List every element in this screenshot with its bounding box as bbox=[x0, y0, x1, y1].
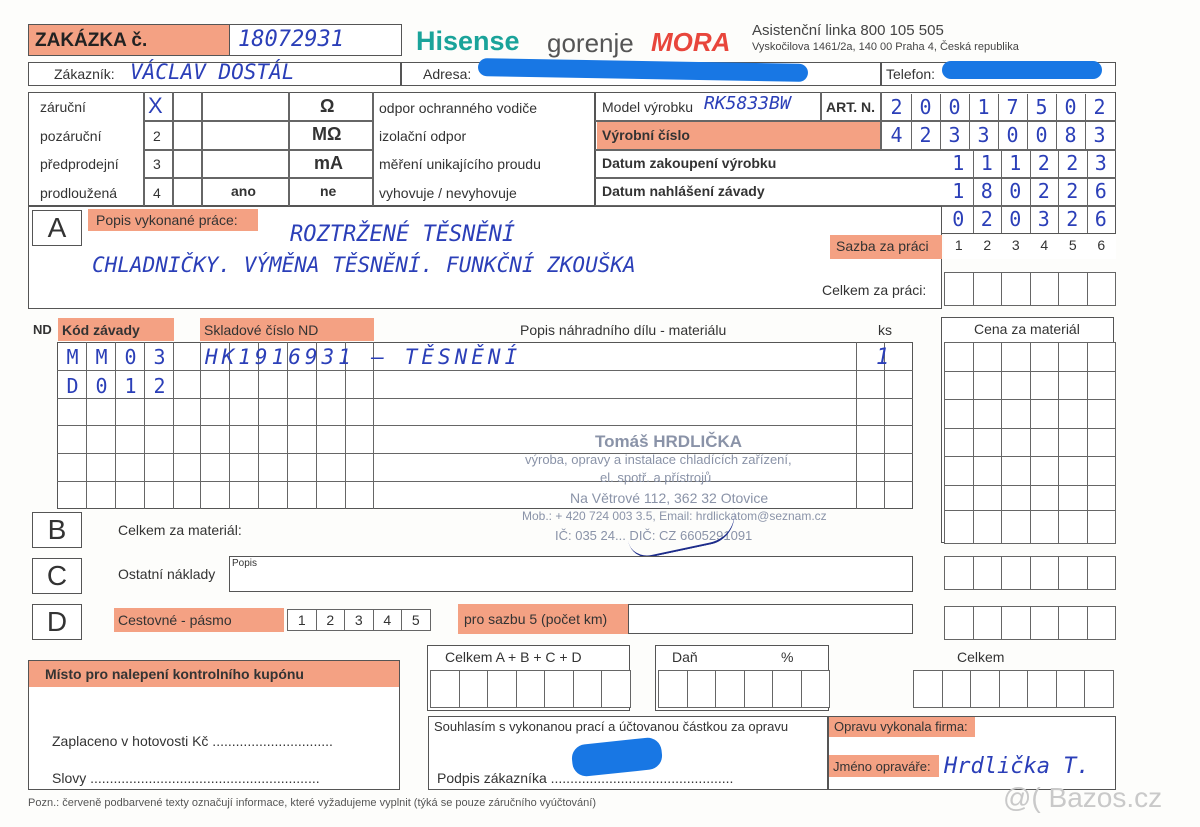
type-label: předprodejní bbox=[40, 156, 119, 172]
type-label: záruční bbox=[40, 99, 86, 115]
tax-cell bbox=[715, 670, 745, 708]
stamp-line-3: Na Větrové 112, 362 32 Otovice bbox=[570, 490, 769, 506]
type-label: pozáruční bbox=[40, 127, 102, 144]
measure-label-3: měření unikajícího proudu bbox=[379, 156, 541, 172]
grid-row bbox=[57, 425, 913, 426]
price-cell bbox=[1001, 456, 1031, 486]
digit: 5 bbox=[1035, 95, 1048, 119]
rate-cell: 4 bbox=[1030, 235, 1060, 259]
fault-code-label: Kód závady bbox=[62, 322, 140, 338]
digit: 8 bbox=[1064, 123, 1077, 147]
price-cell bbox=[944, 342, 974, 372]
report-label: Datum nahlášení závady bbox=[602, 183, 765, 199]
grid-row bbox=[57, 398, 913, 399]
abcd-cell bbox=[487, 670, 517, 708]
digit: 2 bbox=[1037, 179, 1050, 203]
price-cell bbox=[973, 371, 1003, 401]
type-code: 3 bbox=[153, 156, 161, 172]
material-total-cell bbox=[944, 510, 974, 544]
price-label: Cena za materiál bbox=[974, 321, 1080, 337]
rate-cell: 6 bbox=[1087, 235, 1117, 259]
abcd-cell bbox=[601, 670, 631, 708]
rate-label: Sazba za práci bbox=[836, 238, 929, 254]
other-total-cell bbox=[1087, 556, 1117, 590]
digit: 0 bbox=[1009, 179, 1022, 203]
rate-cell: 1 bbox=[944, 235, 974, 259]
work-total-cell bbox=[944, 272, 974, 306]
digit: 2 bbox=[1066, 207, 1079, 231]
tax-percent: % bbox=[781, 649, 794, 665]
customer-signature-label: Podpis zákazníka ............................................... bbox=[437, 770, 734, 786]
digit: 1 bbox=[952, 151, 965, 175]
stock-number: HK1916931 — TĚSNĚNÍ bbox=[205, 345, 522, 369]
bazos-watermark: @( Bazos.cz bbox=[1003, 782, 1163, 813]
price-cell bbox=[1058, 342, 1088, 372]
rate-cell: 2 bbox=[973, 235, 1003, 259]
other-total-cell bbox=[1001, 556, 1031, 590]
tax-cell bbox=[744, 670, 774, 708]
price-cell bbox=[1058, 399, 1088, 429]
model-value: RK5833BW bbox=[704, 93, 791, 114]
order-number: 18072931 bbox=[238, 27, 344, 52]
fault-digit: M bbox=[66, 345, 79, 369]
price-cell bbox=[1030, 428, 1060, 458]
other-total-cell bbox=[1030, 556, 1060, 590]
stamp-line-1: výroba, opravy a instalace chladících zařízení, bbox=[525, 452, 792, 467]
price-cell bbox=[1001, 428, 1031, 458]
price-cell bbox=[944, 371, 974, 401]
price-cell bbox=[1030, 399, 1060, 429]
model-label: Model výrobku bbox=[602, 99, 694, 115]
digit: 0 bbox=[952, 207, 965, 231]
digit: 0 bbox=[948, 95, 961, 119]
abcd-cell bbox=[544, 670, 574, 708]
digit: 2 bbox=[919, 123, 932, 147]
rate-cell: 3 bbox=[1001, 235, 1031, 259]
repairer-label: Jméno opraváře: bbox=[833, 759, 931, 774]
no-label: ne bbox=[320, 183, 337, 199]
qty-label: ks bbox=[878, 322, 892, 338]
consent-label: Souhlasím s vykonanou prací a účtovanou částkou za opravu bbox=[434, 719, 789, 734]
grand-total-label: Celkem bbox=[957, 649, 1005, 665]
zone-cell: 3 bbox=[344, 609, 374, 631]
digit: 6 bbox=[1094, 179, 1107, 203]
work-desc-label: Popis vykonané práce: bbox=[96, 212, 238, 228]
price-cell bbox=[1087, 371, 1117, 401]
digit: 3 bbox=[1093, 123, 1106, 147]
customer-divider-1 bbox=[400, 62, 402, 86]
digit: 1 bbox=[980, 151, 993, 175]
measure-label-1: odpor ochranného vodiče bbox=[379, 100, 538, 116]
abcd-cell bbox=[573, 670, 603, 708]
tax-cell bbox=[801, 670, 831, 708]
measure-label-4: vyhovuje / nevyhovuje bbox=[379, 185, 517, 201]
order-title-box bbox=[28, 24, 230, 56]
grand-cell bbox=[1056, 670, 1086, 708]
price-cell bbox=[973, 428, 1003, 458]
fault-digit: 0 bbox=[95, 374, 108, 398]
customer-divider-2 bbox=[880, 62, 882, 86]
grid-row bbox=[57, 481, 913, 482]
company-address: Vyskočilova 1461/2a, 140 00 Praha 4, Česká republika bbox=[752, 41, 1019, 53]
address-label: Adresa: bbox=[423, 66, 472, 82]
km-label: pro sazbu 5 (počet km) bbox=[464, 611, 608, 627]
digit: 8 bbox=[980, 179, 993, 203]
grand-cell bbox=[1027, 670, 1057, 708]
brand-mora: MORA bbox=[651, 27, 731, 57]
coupon-label: Místo pro nalepení kontrolního kupónu bbox=[45, 666, 304, 682]
digit: 1 bbox=[952, 179, 965, 203]
firm-label: Opravu vykonala firma: bbox=[834, 719, 968, 734]
brand-gorenje: gorenje bbox=[547, 28, 634, 58]
digit: 1 bbox=[977, 95, 990, 119]
stamp-name: Tomáš HRDLIČKA bbox=[595, 432, 743, 451]
work-desc-line-1: ROZTRŽENÉ TĚSNĚNÍ bbox=[290, 222, 516, 247]
serial-label: Výrobní číslo bbox=[602, 127, 690, 143]
other-costs-label: Ostatní náklady bbox=[118, 566, 216, 582]
section-a-letter: A bbox=[32, 210, 82, 246]
digit: 2 bbox=[1093, 95, 1106, 119]
price-cell bbox=[944, 399, 974, 429]
zone-cell: 1 bbox=[287, 609, 317, 631]
digit: 0 bbox=[1035, 123, 1048, 147]
digit: 0 bbox=[1009, 207, 1022, 231]
fault-digit: 1 bbox=[124, 374, 137, 398]
grid-row bbox=[57, 370, 913, 371]
digit: 2 bbox=[1066, 179, 1079, 203]
section-b-letter: B bbox=[32, 512, 82, 548]
unit-milliamp: mA bbox=[314, 153, 344, 173]
price-cell bbox=[1087, 342, 1117, 372]
digit: 2 bbox=[890, 95, 903, 119]
brand-hisense: Hisense bbox=[416, 26, 520, 56]
purchase-label: Datum zakoupení výrobku bbox=[602, 155, 777, 171]
digit: 3 bbox=[948, 123, 961, 147]
digit: 3 bbox=[1037, 207, 1050, 231]
travel-total-cell bbox=[973, 606, 1003, 640]
rate-cell: 5 bbox=[1058, 235, 1088, 259]
price-cell bbox=[973, 342, 1003, 372]
footer-note: Pozn.: červeně podbarvené texty označují informace, které vyžadujeme vyplnit (týká se pouze záručního vyúčtování) bbox=[28, 797, 597, 809]
zone-cell: 5 bbox=[401, 609, 431, 631]
digit: 7 bbox=[1006, 95, 1019, 119]
digit: 3 bbox=[977, 123, 990, 147]
art-label: ART. N. bbox=[826, 99, 875, 115]
order-number-box bbox=[229, 24, 402, 56]
stamp-line-2: el. spotř. a přístrojů bbox=[600, 470, 712, 485]
fault-digit: 3 bbox=[153, 345, 166, 369]
repairer-name: Hrdlička T. bbox=[944, 754, 1090, 779]
fault-digit: 0 bbox=[124, 345, 137, 369]
popis-label: Popis bbox=[232, 558, 258, 569]
grand-cell bbox=[1084, 670, 1114, 708]
measure-label-2: izolační odpor bbox=[379, 128, 467, 144]
digit: 1 bbox=[1009, 151, 1022, 175]
fault-digit: M bbox=[95, 345, 108, 369]
customer-label: Zákazník: bbox=[54, 66, 115, 82]
yes-label: ano bbox=[231, 183, 256, 199]
fault-digit: D bbox=[66, 374, 79, 398]
total-abcd-label: Celkem A + B + C + D bbox=[445, 649, 582, 665]
price-cell bbox=[1030, 456, 1060, 486]
unit-megaohm: MΩ bbox=[312, 124, 342, 144]
travel-total-cell bbox=[1001, 606, 1031, 640]
digit: 4 bbox=[890, 123, 903, 147]
price-cell bbox=[944, 456, 974, 486]
other-total-cell bbox=[944, 556, 974, 590]
material-total-cell bbox=[1058, 510, 1088, 544]
other-costs-field[interactable] bbox=[229, 556, 913, 592]
grand-cell bbox=[970, 670, 1000, 708]
stock-label: Skladové číslo ND bbox=[204, 322, 319, 338]
material-total-cell bbox=[973, 510, 1003, 544]
digit: 0 bbox=[1064, 95, 1077, 119]
digit: 3 bbox=[1094, 151, 1107, 175]
work-total-cell bbox=[1030, 272, 1060, 306]
travel-total-cell bbox=[1087, 606, 1117, 640]
section-d-letter: D bbox=[32, 604, 82, 640]
words-label: Slovy ........................................................... bbox=[52, 770, 320, 786]
price-cell bbox=[973, 399, 1003, 429]
material-total-label: Celkem za materiál: bbox=[118, 522, 242, 538]
digit: 2 bbox=[1037, 151, 1050, 175]
digit: 2 bbox=[980, 207, 993, 231]
tax-cell bbox=[772, 670, 802, 708]
nd-label: ND bbox=[33, 322, 52, 337]
type-label: prodloužená bbox=[40, 184, 118, 201]
unit-ohm: Ω bbox=[320, 96, 335, 116]
phone-redaction bbox=[942, 61, 1102, 79]
abcd-cell bbox=[516, 670, 546, 708]
digit: 6 bbox=[1094, 207, 1107, 231]
material-total-cell bbox=[1001, 510, 1031, 544]
grand-cell bbox=[999, 670, 1029, 708]
section-c-letter: C bbox=[32, 558, 82, 594]
type-code: X bbox=[148, 93, 163, 118]
material-total-cell bbox=[1087, 510, 1117, 544]
stamp-line-5: IČ: 035 24... DIČ: CZ 6605291091 bbox=[555, 528, 753, 543]
abcd-cell bbox=[430, 670, 460, 708]
material-total-cell bbox=[1030, 510, 1060, 544]
price-cell bbox=[1058, 456, 1088, 486]
work-total-label: Celkem za práci: bbox=[822, 282, 927, 298]
hotline: Asistenční linka 800 105 505 bbox=[752, 22, 944, 39]
price-cell bbox=[1001, 371, 1031, 401]
digit: 0 bbox=[919, 95, 932, 119]
price-cell bbox=[1087, 428, 1117, 458]
phone-label: Telefon: bbox=[886, 66, 936, 82]
travel-label: Cestovné - pásmo bbox=[118, 612, 232, 628]
travel-total-cell bbox=[944, 606, 974, 640]
tax-label: Daň bbox=[672, 649, 698, 665]
work-total-cell bbox=[1001, 272, 1031, 306]
grand-cell bbox=[942, 670, 972, 708]
price-cell bbox=[1030, 371, 1060, 401]
price-cell bbox=[1058, 371, 1088, 401]
price-cell bbox=[944, 428, 974, 458]
grand-cell bbox=[913, 670, 943, 708]
abcd-cell bbox=[459, 670, 489, 708]
work-total-cell bbox=[1058, 272, 1088, 306]
price-cell bbox=[1087, 399, 1117, 429]
km-field[interactable] bbox=[628, 604, 913, 634]
order-title: ZAKÁZKA č. bbox=[35, 30, 148, 51]
digit: 0 bbox=[1006, 123, 1019, 147]
paid-label: Zaplaceno v hotovosti Kč ............................... bbox=[52, 733, 333, 749]
part-desc-label: Popis náhradního dílu - materiálu bbox=[520, 322, 727, 338]
price-cell bbox=[1058, 428, 1088, 458]
work-total-cell bbox=[1087, 272, 1117, 306]
travel-total-cell bbox=[1058, 606, 1088, 640]
zone-cell: 2 bbox=[316, 609, 346, 631]
zone-cell: 4 bbox=[373, 609, 403, 631]
customer-value: VÁCLAV DOSTÁL bbox=[130, 60, 295, 84]
other-total-cell bbox=[973, 556, 1003, 590]
part-qty: 1 bbox=[876, 345, 890, 370]
tax-cell bbox=[687, 670, 717, 708]
price-cell bbox=[1001, 342, 1031, 372]
price-cell bbox=[1030, 342, 1060, 372]
other-total-cell bbox=[1058, 556, 1088, 590]
fault-digit: 2 bbox=[153, 374, 166, 398]
type-code: 2 bbox=[153, 127, 161, 144]
tax-cell bbox=[658, 670, 688, 708]
work-total-cell bbox=[973, 272, 1003, 306]
stamp-line-4: Mob.: + 420 724 003 3.5, Email: hrdlickatom@seznam.cz bbox=[522, 509, 827, 523]
price-cell bbox=[1001, 399, 1031, 429]
work-desc-line-2: CHLADNIČKY. VÝMĚNA TĚSNĚNÍ. FUNKČNÍ ZKOUŠKA bbox=[92, 253, 636, 277]
type-code: 4 bbox=[153, 184, 161, 201]
price-cell bbox=[973, 456, 1003, 486]
digit: 2 bbox=[1066, 151, 1079, 175]
price-cell bbox=[1087, 456, 1117, 486]
travel-total-cell bbox=[1030, 606, 1060, 640]
